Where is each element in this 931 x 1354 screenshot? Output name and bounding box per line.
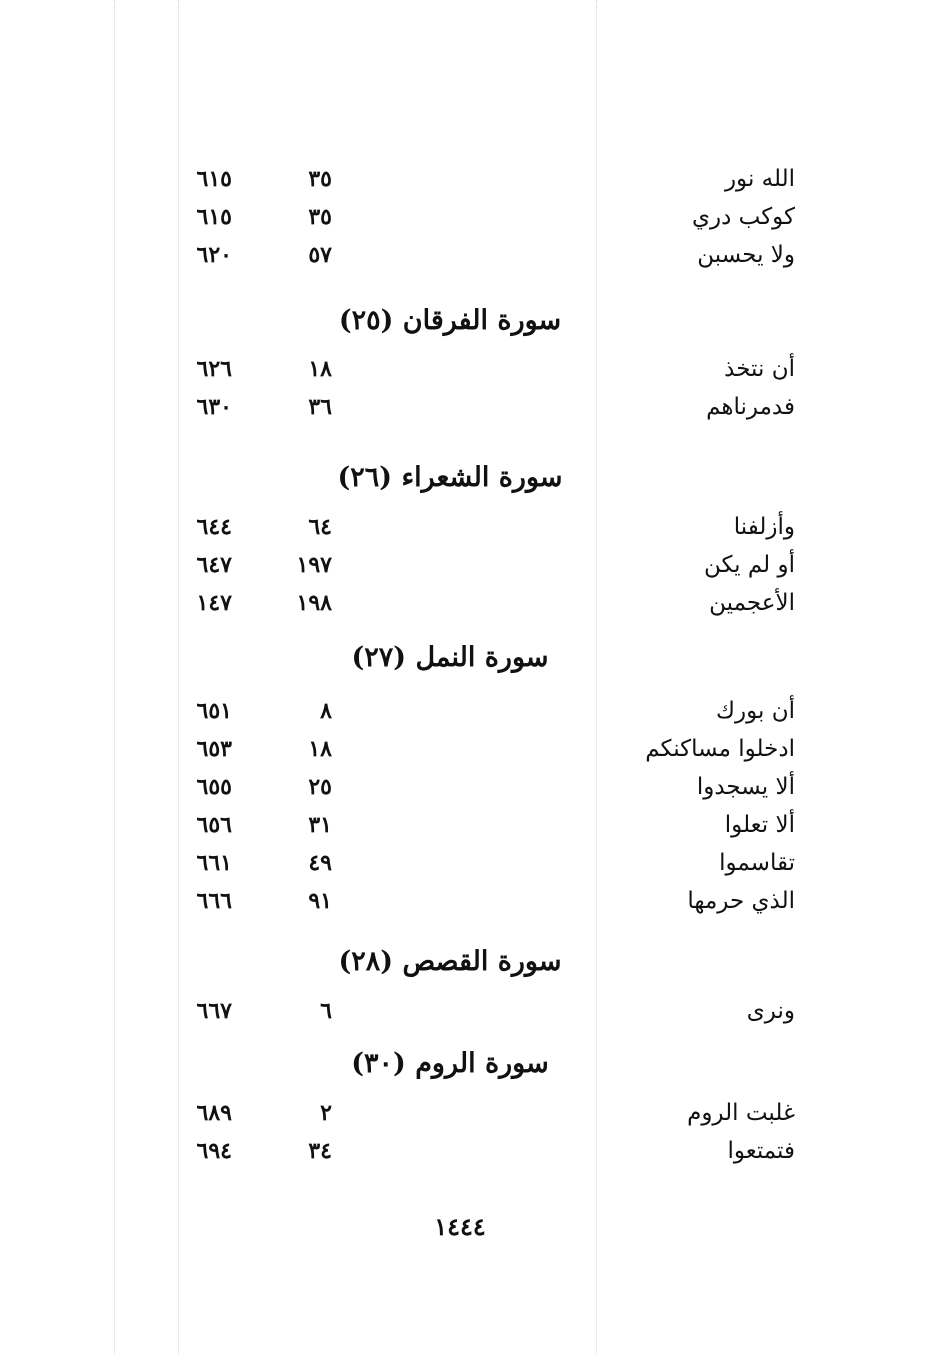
- index-row: [0, 394, 931, 430]
- verse-number: ١٩٨: [296, 590, 332, 616]
- verse-number: ٣٦: [308, 394, 332, 420]
- index-phrase: الأعجمين: [709, 590, 795, 616]
- index-phrase: فتمتعوا: [727, 1138, 795, 1164]
- page-reference: ٦١٥: [196, 166, 232, 192]
- page-reference: ٦٥١: [196, 698, 232, 724]
- page-reference: ٦٣٠: [196, 394, 232, 420]
- index-phrase: وأزلفنا: [733, 514, 795, 540]
- index-row: [0, 698, 931, 734]
- index-row: [0, 514, 931, 550]
- verse-number: ١٩٧: [296, 552, 332, 578]
- page-reference: ٦٥٣: [196, 736, 232, 762]
- verse-number: ٢: [320, 1100, 332, 1126]
- index-phrase: غلبت الروم: [687, 1100, 795, 1126]
- verse-number: ٤٩: [308, 850, 332, 876]
- index-row: [0, 850, 931, 886]
- page-reference: ٦٤٧: [196, 552, 232, 578]
- surah-heading: سورة القصص (٢٨): [338, 946, 562, 977]
- surah-heading: سورة النمل (٢٧): [351, 642, 549, 673]
- index-row: [0, 552, 931, 588]
- verse-number: ٣٤: [308, 1138, 332, 1164]
- index-phrase: ألا يسجدوا: [696, 774, 795, 800]
- page-reference: ٦١٥: [196, 204, 232, 230]
- index-row: [0, 1138, 931, 1174]
- index-phrase: أو لم يكن: [703, 552, 795, 578]
- index-row: [0, 242, 931, 278]
- page-reference: ٦٤٤: [196, 514, 232, 540]
- index-phrase: كوكب دري: [691, 204, 795, 230]
- verse-number: ٣٥: [308, 204, 332, 230]
- page-reference: ٦٦٦: [196, 888, 232, 914]
- page-reference: ١٤٧: [196, 590, 232, 616]
- page-reference: ٦٢٦: [196, 356, 232, 382]
- index-phrase: ونرى: [746, 998, 795, 1024]
- index-row: [0, 736, 931, 772]
- index-phrase: ولا يحسبن: [697, 242, 795, 268]
- index-phrase: فدمرناهم: [706, 394, 795, 420]
- index-row: [0, 812, 931, 848]
- verse-number: ٢٥: [308, 774, 332, 800]
- index-phrase: الله نور: [724, 166, 795, 192]
- page-reference: ٦٩٤: [196, 1138, 232, 1164]
- page-reference: ٦٦١: [196, 850, 232, 876]
- page-reference: ٦٢٠: [196, 242, 232, 268]
- surah-heading: سورة الشعراء (٢٦): [337, 462, 563, 493]
- page-reference: ٦٦٧: [196, 998, 232, 1024]
- index-phrase: ادخلوا مساكنكم: [645, 736, 795, 762]
- page-reference: ٦٥٦: [196, 812, 232, 838]
- page-reference: ٦٨٩: [196, 1100, 232, 1126]
- index-row: [0, 774, 931, 810]
- index-phrase: الذي حرمها: [687, 888, 795, 914]
- verse-number: ٣١: [308, 812, 332, 838]
- verse-number: ٣٥: [308, 166, 332, 192]
- index-phrase: تقاسموا: [719, 850, 795, 876]
- index-row: [0, 1100, 931, 1136]
- verse-number: ٨: [320, 698, 332, 724]
- verse-number: ١٨: [308, 356, 332, 382]
- page-reference: ٦٥٥: [196, 774, 232, 800]
- index-phrase: أن بورك: [716, 698, 795, 724]
- index-phrase: أن نتخذ: [724, 356, 795, 382]
- index-phrase: ألا تعلوا: [724, 812, 795, 838]
- surah-heading: سورة الروم (٣٠): [351, 1048, 549, 1079]
- index-row: [0, 998, 931, 1034]
- index-row: [0, 166, 931, 202]
- verse-number: ٩١: [308, 888, 332, 914]
- page-number: ١٤٤٤: [434, 1212, 486, 1241]
- verse-number: ٥٧: [308, 242, 332, 268]
- index-row: [0, 590, 931, 626]
- index-row: [0, 204, 931, 240]
- verse-number: ٦٤: [308, 514, 332, 540]
- index-row: [0, 356, 931, 392]
- surah-heading: سورة الفرقان (٢٥): [338, 305, 562, 336]
- index-row: [0, 888, 931, 924]
- verse-number: ٦: [320, 998, 332, 1024]
- verse-number: ١٨: [308, 736, 332, 762]
